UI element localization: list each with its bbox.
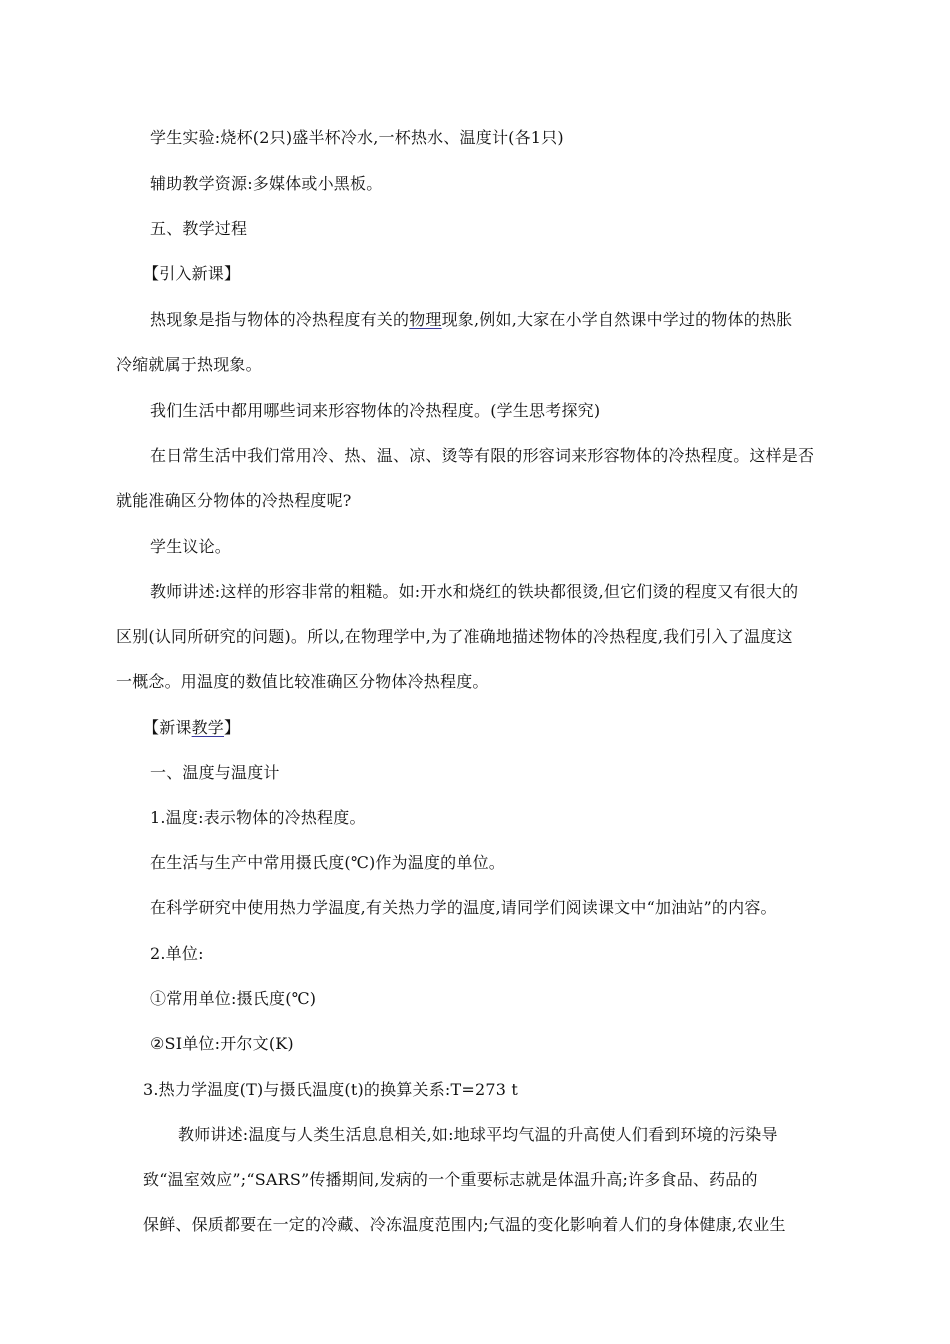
paragraph-line: 致“温室效应”;“SARS”传播期间,发病的一个重要标志就是体温升高;许多食品、药品的 xyxy=(143,1170,758,1189)
paragraph-teaching-resources: 辅助教学资源:多媒体或小黑板。 xyxy=(150,174,383,193)
paragraph-teacher-explains-2: 教师讲述:温度与人类生活息息相关,如:地球平均气温的升高使人们看到环境的污染导 xyxy=(178,1125,778,1144)
paragraph-celsius-unit: 在生活与生产中常用摄氏度(℃)作为温度的单位。 xyxy=(150,853,505,872)
paragraph-daily-life: 在日常生活中我们常用冷、热、温、凉、烫等有限的形容词来形容物体的冷热程度。这样是否 xyxy=(150,446,815,465)
item-temperature-definition: 1.温度:表示物体的冷热程度。 xyxy=(150,808,366,827)
paragraph-student-experiment: 学生实验:烧杯(2只)盛半杯冷水,一杯热水、温度计(各1只) xyxy=(150,128,564,147)
section-heading-teaching-process: 五、教学过程 xyxy=(150,219,248,238)
paragraph-line: 一概念。用温度的数值比较准确区分物体冷热程度。 xyxy=(116,672,489,691)
paragraph-line: 保鲜、保质都要在一定的冷藏、冷冻温度范围内;气温的变化影响着人们的身体健康,农业生 xyxy=(143,1215,786,1234)
paragraph-thermal-phenomenon xyxy=(150,309,792,331)
paragraph-line: 区别(认同所研究的问题)。所以,在物理学中,为了准确地描述物体的冷热程度,我们引入了温度这 xyxy=(116,627,793,646)
item-conversion: 3.热力学温度(T)与摄氏温度(t)的换算关系:T=273 t xyxy=(143,1080,519,1099)
text-segment: 【新课 xyxy=(143,718,192,737)
paragraph-line: 冷缩就属于热现象。 xyxy=(116,355,262,374)
subheading-temperature: 一、温度与温度计 xyxy=(150,763,280,782)
paragraph-line: 就能准确区分物体的冷热程度呢? xyxy=(116,491,352,510)
paragraph-thermodynamic: 在科学研究中使用热力学温度,有关热力学的温度,请同学们阅读课文中“加油站”的内容。 xyxy=(150,898,777,917)
item-common-unit: ①常用单位:摄氏度(℃) xyxy=(150,989,317,1008)
item-si-unit: ②SI单位:开尔文(K) xyxy=(150,1034,294,1053)
section-heading-intro: 【引入新课】 xyxy=(143,264,241,283)
section-heading-new-lesson xyxy=(143,717,240,739)
paragraph-question: 我们生活中都用哪些词来形容物体的冷热程度。(学生思考探究) xyxy=(150,401,601,420)
text-segment: 现象,例如,大家在小学自然课中学过的物体的热胀 xyxy=(441,310,793,329)
physics-link[interactable]: 物理 xyxy=(409,310,442,329)
teaching-link[interactable]: 教学 xyxy=(191,718,225,737)
text-segment: 】 xyxy=(224,718,241,737)
text-segment: 热现象是指与物体的冷热程度有关的 xyxy=(150,310,410,329)
paragraph-discussion: 学生议论。 xyxy=(150,537,232,556)
paragraph-teacher-explains: 教师讲述:这样的形容非常的粗糙。如:开水和烧红的铁块都很烫,但它们烫的程度又有很大的 xyxy=(150,582,799,601)
item-units: 2.单位: xyxy=(150,944,204,963)
